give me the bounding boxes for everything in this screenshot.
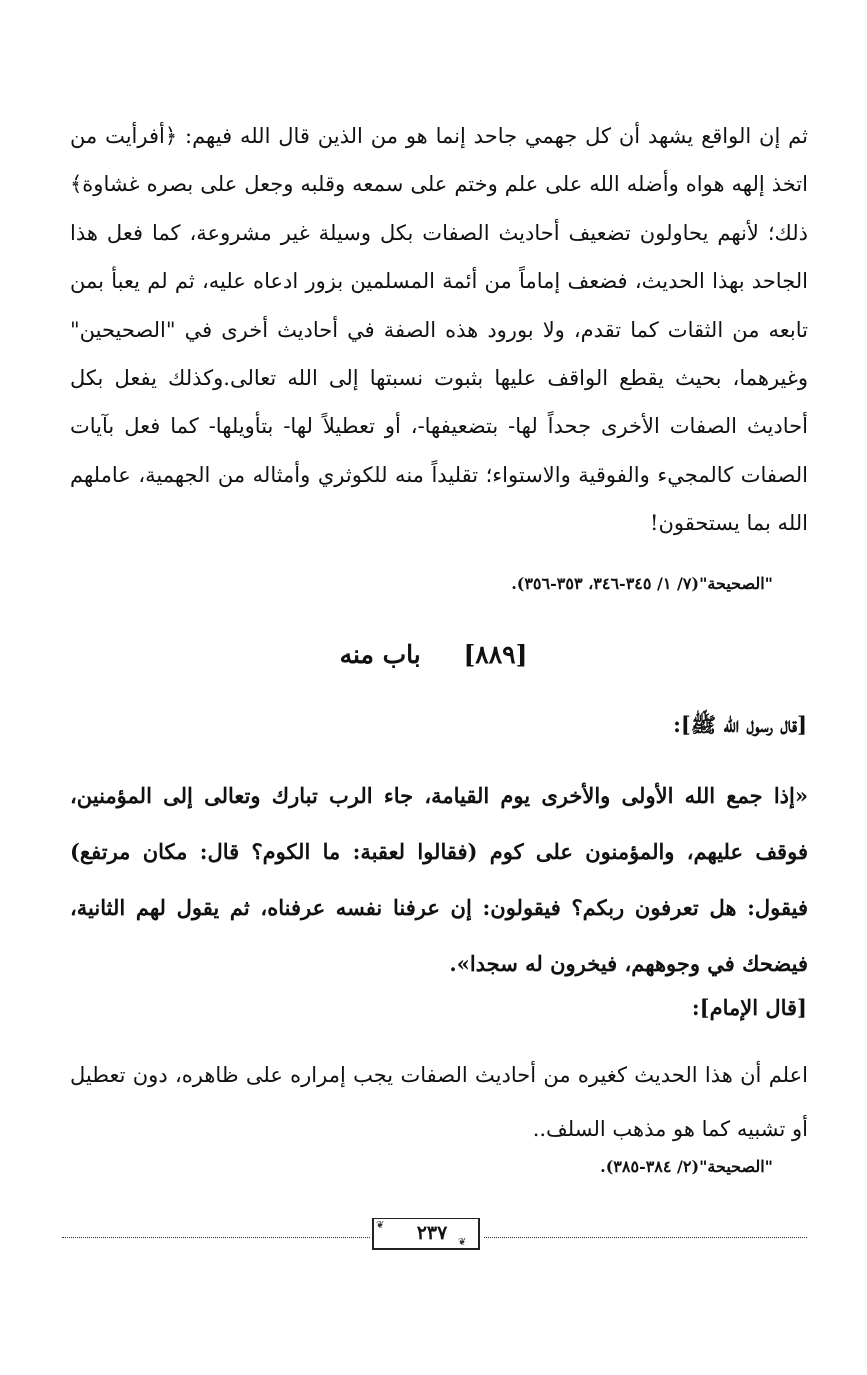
corner-ornament-icon: ❦ xyxy=(458,1237,467,1248)
chapter-number: [٨٨٩] xyxy=(463,640,528,669)
source-reference-1: "الصحيحة"(٧/ ١/ ٣٤٥-٣٤٦، ٣٥٣-٣٥٦). xyxy=(511,574,773,593)
corner-ornament-icon: ❦ xyxy=(376,1220,385,1231)
body-paragraph-2: اعلم أن هذا الحديث كغيره من أحاديث الصفات يجب إمراره على ظاهره، دون تعطيل أو تشبيه كما هو مذهب السلف.. xyxy=(70,1063,808,1141)
footer-dotted-rule-right xyxy=(484,1237,807,1238)
page-number: ٢٣٧ xyxy=(416,1222,448,1244)
imam-saying-label: [قال الإمام]: xyxy=(691,995,807,1020)
source-reference-2: "الصحيحة"(٢/ ٣٨٤-٣٨٥). xyxy=(600,1157,773,1176)
footer-dotted-rule-left xyxy=(62,1237,370,1238)
body-paragraph-1: ثم إن الواقع يشهد أن كل جهمي جاحد إنما هو من الذين قال الله فيهم: ﴿أفرأيت من اتخذ إلهه هواه وأضله الله على علم وختم على سمعه وقلبه وجعل على بصره غشاوة﴾ ذلك؛ لأنهم يحاولون تضعيف أحاديث الصفات بكل وسيلة غير مشروعة، كما فعل هذا الجاحد بهذا الحديث، فضعف إماماً من أئمة المسلمين بزور ادعاه عليه، ثم لم يعبأ بمن تابعه من الثقات كما تقدم، ولا بورود هذه الصفة في أحاديث أخرى في "الصحيحين" وغيرهما، بحيث يقطع الواقف عليها بثبوت نسبتها إلى الله تعالى.وكذلك يفعل بكل أحاديث الصفات الأخرى جحداً لها- بتضعيفها-، أو تعطيلاً لها- بتأويلها- كما فعل بآيات الصفات كالمجيء والفوقية والاستواء؛ تقليداً منه للكوثري وأمثاله من الجهمية، عاملهم الله بما يستحقون! xyxy=(70,124,808,536)
prophet-saying-label: [قال رسول الله ﷺ]: xyxy=(673,712,807,737)
chapter-heading xyxy=(0,640,867,669)
page-number-frame xyxy=(372,1218,482,1252)
chapter-title: باب منه xyxy=(339,640,421,669)
page-footer xyxy=(62,1216,807,1256)
hadith-text: «إذا جمع الله الأولى والأخرى يوم القيامة، جاء الرب تبارك وتعالى إلى المؤمنين، فوقف عليهم، والمؤمنون على كوم (فقالوا لعقبة: ما الكوم؟ قال: مكان مرتفع) فيقول: هل تعرفون ربكم؟ فيقولون: إن عرفنا نفسه عرفناه، ثم يقول لهم الثانية، فيضحك في وجوههم، فيخرون له سجدا». xyxy=(70,783,808,976)
